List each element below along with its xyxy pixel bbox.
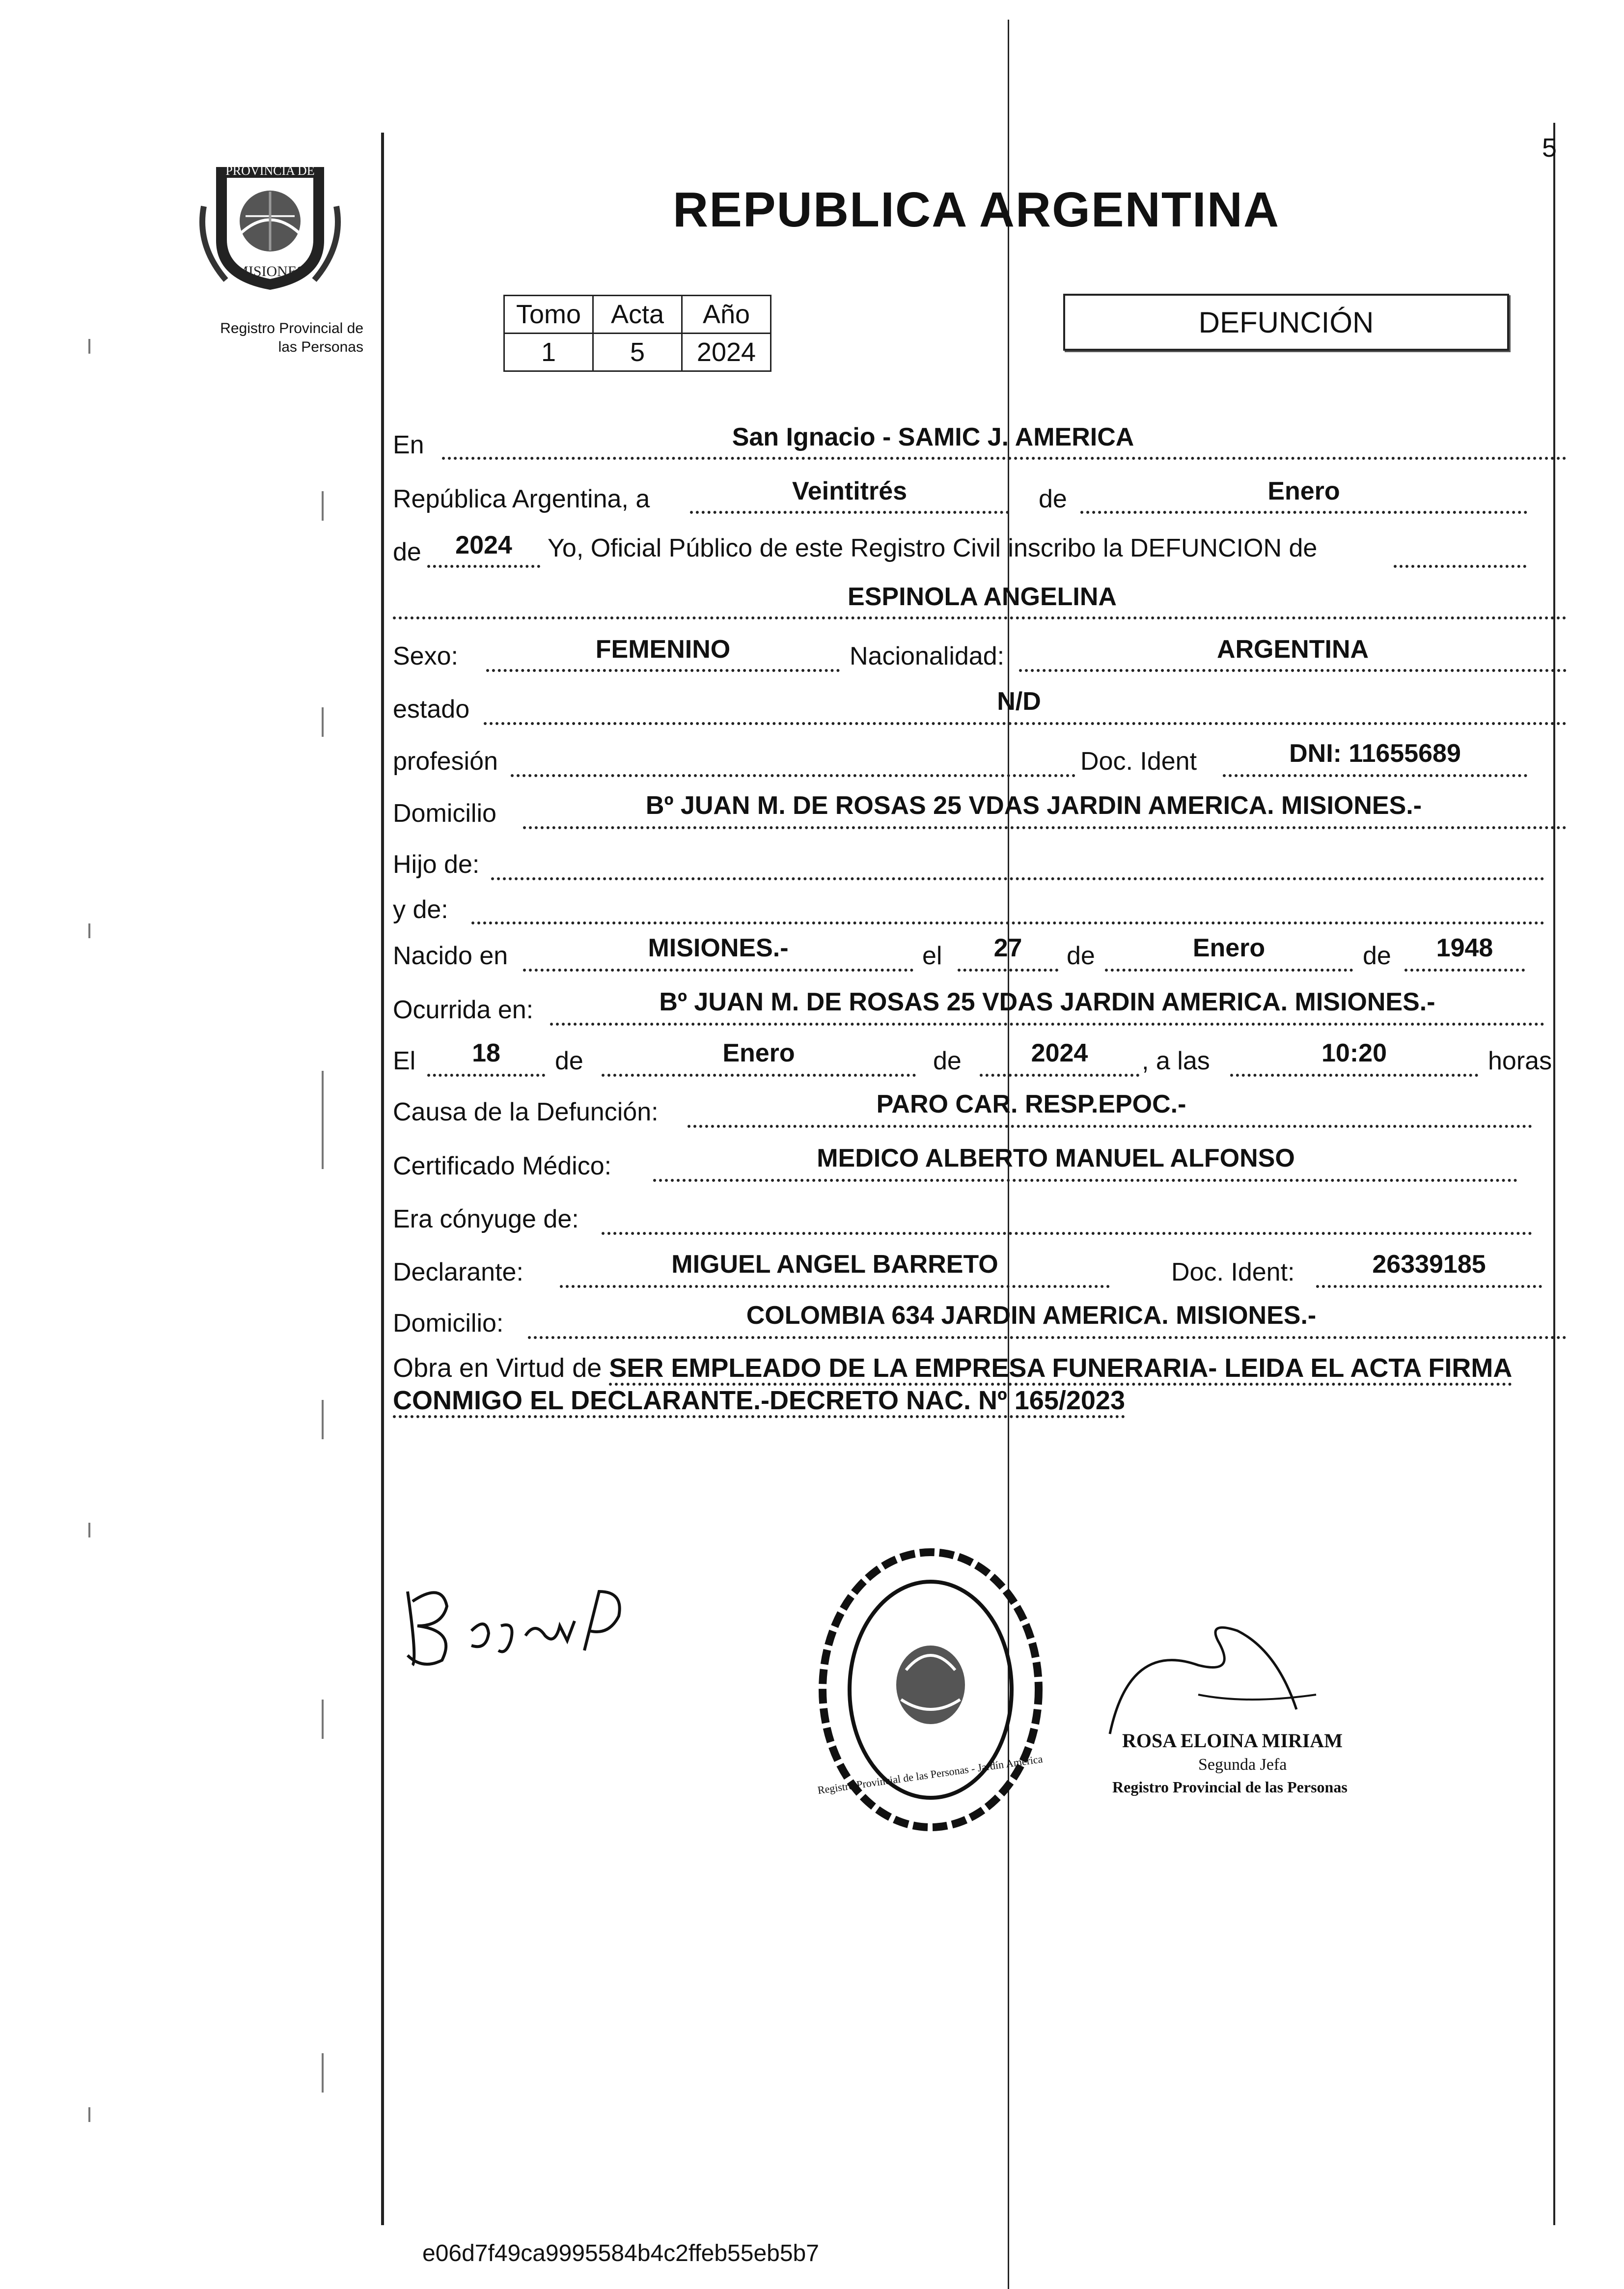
en-label: En — [393, 431, 424, 459]
el2-label: El — [393, 1047, 416, 1075]
obra-en-virtud — [393, 1352, 1571, 1417]
doc-ident-value: DNI: 11655689 — [1289, 739, 1461, 768]
doc-ident-line — [1223, 774, 1527, 777]
anio-value: 2024 — [682, 334, 771, 371]
deceased-name: ESPINOLA ANGELINA — [848, 583, 1117, 611]
fallec-mes: Enero — [722, 1039, 795, 1067]
anio-record-value: 2024 — [455, 531, 512, 559]
nacionalidad-value: ARGENTINA — [1216, 635, 1369, 664]
de3-label: de — [1067, 942, 1095, 970]
nacido-anio-line — [1404, 969, 1525, 972]
nacido-anio: 1948 — [1436, 934, 1493, 962]
certificado-label: Certificado Médico: — [393, 1152, 612, 1180]
document-type-box — [1063, 294, 1509, 351]
yde-label: y de: — [393, 895, 448, 924]
official-name: ROSA ELOINA MIRIAM — [1122, 1730, 1343, 1752]
doc-ident2-value: 26339185 — [1372, 1250, 1486, 1279]
acta-value: 5 — [593, 334, 682, 371]
stamp-text: Registro Provincial de las Personas - Jardín América — [817, 1753, 1044, 1797]
anio-line — [427, 565, 540, 568]
nombre-line — [393, 616, 1567, 619]
causa-value: PARO CAR. RESP.EPOC.- — [876, 1090, 1186, 1118]
doc-ident2-line — [1316, 1285, 1542, 1288]
nacido-line — [523, 969, 913, 972]
republica-label: República Argentina, a — [393, 485, 650, 513]
ocurrida-label: Ocurrida en: — [393, 996, 534, 1024]
doc-ident-label: Doc. Ident — [1080, 747, 1197, 776]
tomo-value: 1 — [504, 334, 593, 371]
margin-tick — [88, 2107, 90, 2122]
estado-line — [484, 722, 1567, 725]
sexo-label: Sexo: — [393, 642, 458, 670]
de4-label: de — [1363, 942, 1391, 970]
estado-label: estado — [393, 695, 470, 724]
mes-value: Enero — [1267, 477, 1340, 505]
nacido-dia: 27 — [993, 934, 1022, 962]
document-type: DEFUNCIÓN — [1198, 306, 1374, 339]
margin-tick — [322, 1400, 324, 1439]
horas-label: horas — [1488, 1047, 1552, 1075]
yo-line — [1394, 565, 1526, 568]
obra-value-line2: CONMIGO EL DECLARANTE.-DECRETO NAC. Nº 165/2023 — [393, 1386, 1125, 1418]
fallec-dia-line — [427, 1074, 545, 1077]
hora-value: 10:20 — [1321, 1039, 1387, 1067]
margin-tick — [322, 1071, 324, 1169]
alas-label: , a las — [1142, 1047, 1210, 1075]
domicilio2-label: Domicilio: — [393, 1309, 504, 1338]
left-margin-line — [381, 133, 384, 2225]
domicilio-label: Domicilio — [393, 799, 496, 828]
yo-text: Yo, Oficial Público de este Registro Civil inscribo la DEFUNCION de — [548, 534, 1318, 562]
dia-line — [690, 511, 1009, 514]
hijo-label: Hijo de: — [393, 850, 480, 879]
acta-header: Acta — [593, 296, 682, 334]
margin-tick — [322, 491, 324, 521]
nacido-label: Nacido en — [393, 942, 508, 970]
margin-tick — [322, 2053, 324, 2093]
causa-label: Causa de la Defunción: — [393, 1098, 659, 1126]
profesion-line — [511, 774, 1075, 777]
logo-text-bottom: MISIONES — [235, 263, 305, 279]
tomo-header: Tomo — [504, 296, 593, 334]
declarante-label: Declarante: — [393, 1258, 523, 1286]
estado-value: N/D — [997, 687, 1041, 716]
fallec-dia: 18 — [472, 1039, 500, 1067]
domicilio-line — [523, 826, 1567, 829]
official-circular-stamp — [808, 1542, 1053, 1837]
de5-label: de — [555, 1047, 583, 1075]
page-number: 5 — [1542, 133, 1557, 163]
certificado-line — [653, 1179, 1517, 1182]
sexo-line — [486, 669, 840, 672]
right-margin-line — [1553, 123, 1555, 2225]
tomo-acta-table — [503, 295, 771, 372]
en-line — [442, 457, 1567, 460]
official-office: Registro Provincial de las Personas — [1112, 1778, 1348, 1796]
margin-tick — [88, 923, 90, 938]
causa-line — [688, 1125, 1532, 1128]
nacionalidad-label: Nacionalidad: — [850, 642, 1005, 670]
conyuge-label: Era cónyuge de: — [393, 1205, 579, 1233]
fallec-anio: 2024 — [1031, 1039, 1088, 1067]
doc-ident2-label: Doc. Ident: — [1171, 1258, 1295, 1286]
margin-tick — [322, 1700, 324, 1739]
page-title: REPUBLICA ARGENTINA — [673, 182, 1280, 237]
de2-label: de — [393, 538, 421, 566]
de6-label: de — [933, 1047, 962, 1075]
nacionalidad-line — [1019, 669, 1567, 672]
nacido-dia-line — [958, 969, 1058, 972]
domicilio2-line — [528, 1336, 1567, 1339]
margin-tick — [88, 1523, 90, 1537]
official-role: Segunda Jefa — [1198, 1756, 1287, 1774]
fallec-mes-line — [602, 1074, 916, 1077]
margin-tick — [322, 707, 324, 737]
dia-value: Veintitrés — [792, 477, 908, 505]
sexo-value: FEMENINO — [595, 635, 731, 664]
nacido-mes: Enero — [1192, 934, 1266, 962]
obra-value-line1: SER EMPLEADO DE LA EMPRESA FUNERARIA- LEIDA EL ACTA FIRMA — [609, 1353, 1512, 1386]
province-seal-logo — [196, 147, 344, 295]
profesion-label: profesión — [393, 747, 498, 776]
nacido-mes-line — [1105, 969, 1353, 972]
fallec-anio-line — [980, 1074, 1139, 1077]
document-hash: e06d7f49ca9995584b4c2ffeb55eb5b7 — [422, 2240, 819, 2266]
domicilio2-value: COLOMBIA 634 JARDIN AMERICA. MISIONES.- — [746, 1301, 1317, 1330]
el-label: el — [922, 942, 942, 970]
declarante-line — [560, 1285, 1110, 1288]
mes-line — [1080, 511, 1527, 514]
anio-header: Año — [682, 296, 771, 334]
de-label: de — [1039, 485, 1067, 513]
registry-label: Registro Provincial de las Personas — [220, 320, 363, 355]
hijo-line — [491, 877, 1544, 880]
margin-tick — [88, 339, 90, 354]
declarant-signature — [388, 1572, 663, 1680]
conyuge-line — [602, 1232, 1532, 1235]
hora-line — [1230, 1074, 1478, 1077]
domicilio-value: Bº JUAN M. DE ROSAS 25 VDAS JARDIN AMERICA. MISIONES.- — [645, 791, 1422, 820]
yde-line — [471, 921, 1544, 924]
obra-label: Obra en Virtud de — [393, 1353, 602, 1383]
ocurrida-line — [550, 1023, 1544, 1026]
ocurrida-value: Bº JUAN M. DE ROSAS 25 VDAS JARDIN AMERICA. MISIONES.- — [659, 988, 1435, 1016]
certificado-value: MEDICO ALBERTO MANUEL ALFONSO — [817, 1144, 1295, 1172]
en-value: San Ignacio - SAMIC J. AMERICA — [732, 423, 1134, 451]
logo-text-top: PROVINCIA DE — [225, 164, 315, 178]
nacido-value: MISIONES.- — [648, 934, 789, 962]
declarante-value: MIGUEL ANGEL BARRETO — [671, 1250, 998, 1279]
